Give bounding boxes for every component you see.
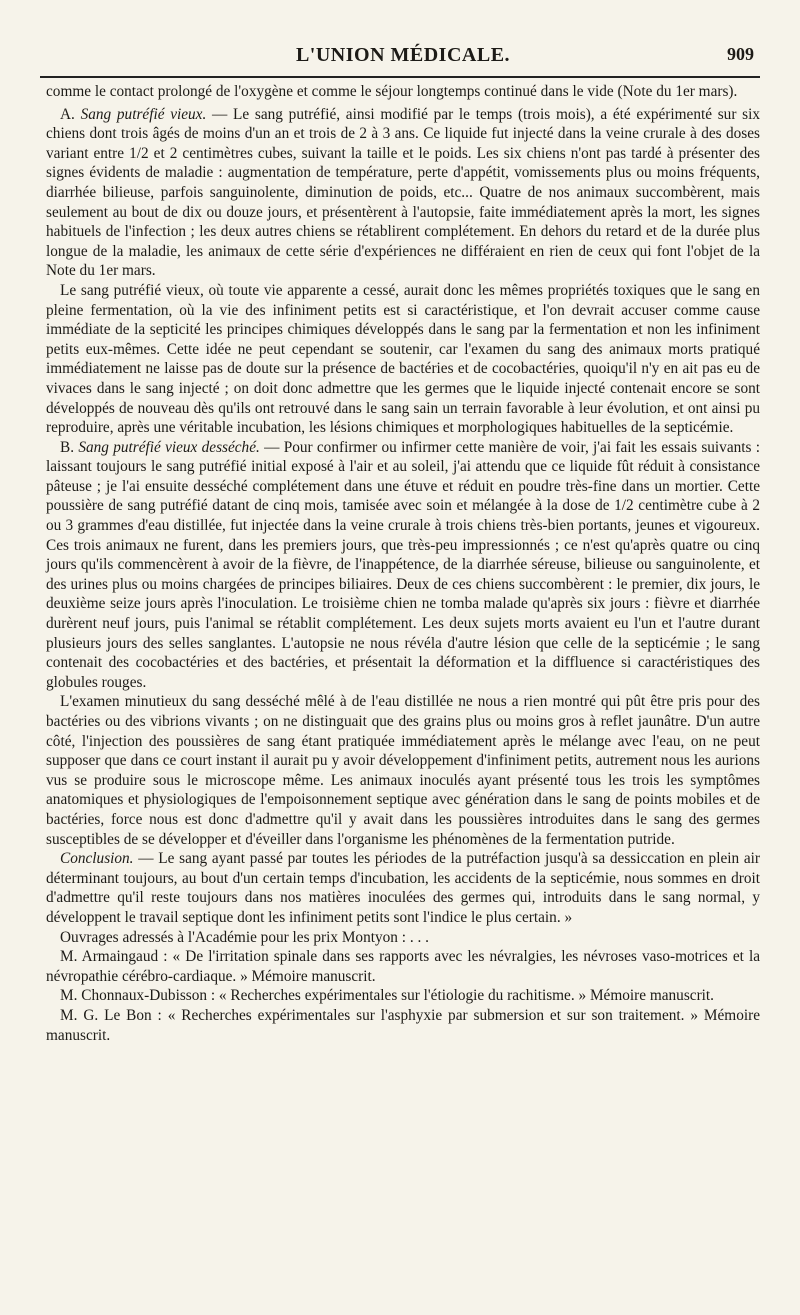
paragraph-section-a [46, 105, 760, 281]
section-a-title: Sang putréfié vieux. [80, 105, 207, 123]
paragraph-work-lebon: M. G. Le Bon : « Recherches expérimentales sur l'asphyxie par submersion et sur son traitement. » Mémoire manuscrit. [46, 1006, 760, 1044]
paragraph-section-b [46, 438, 760, 693]
paragraph-examination: L'examen minutieux du sang desséché mêlé à de l'eau distillée ne nous a rien montré qui pût être pris pour des bactéries ou des vibrions vivants ; on ne distinguait que des grains plus ou moins gros à reflet jaunâtre. D'un autre côté, l'injection des poussières de sang étant pratiquée immédiatement après le mélange avec l'eau, on ne peut supposer que dans ce court instant il aurait pu y avoir développement d'infiniment petits, autrement nous les aurions vus se produire sous le microscope même. Les animaux inoculés ayant présenté tous les trois les symptômes anatomiques et physiologiques de l'empoisonnement septique avec génération dans le sang de points mobiles et de bactéries, force nous est donc d'admettre qu'il y avait dans les poussières introduites dans le sang des germes susceptibles de se développer et d'éveiller dans l'organisme les phénomènes de la fermentation putride. [46, 693, 760, 848]
page-header [46, 0, 760, 74]
paragraph-conclusion [46, 849, 760, 927]
paragraph-work-armaingaud: M. Armaingaud : « De l'irritation spinale dans ses rapports avec les névralgies, les névroses vaso-motrices et la névropathie cérébro-cardiaque. » Mémoire manuscrit. [46, 948, 760, 985]
section-b-title: Sang putréfié vieux desséché. [78, 438, 260, 456]
paragraph-analysis: Le sang putréfié vieux, où toute vie apparente a cessé, aurait donc les mêmes propriétés toxiques que le sang en pleine fermentation, où la vie des infiniment petits est si caractéristique, et l'on devrait accuser comme cause immédiate de la septicité les principes chimiques développés dans le sang par la fermentation et non les infiniment petits eux-mêmes. Cette idée ne peut cependant se soutenir, car l'examen du sang des animaux morts pratiqué immédiatement ne laisse pas de doute sur la présence de bactéries et de cocobactéries, quoiqu'il n'y en ait pas eu de vivaces dans le sang injecté ; on doit donc admettre que les germes que le liquide injecté contenait encore se sont développés de nouveau dès qu'ils ont retrouvé dans le sang sain un terrain favorable à leur évolution, et ont ainsi pu reproduire, après une véritable incubation, les lésions chimiques et morphologiques habituelles de la septicémie. [46, 281, 760, 437]
section-b-label: B. [60, 438, 79, 456]
running-title: L'UNION MÉDICALE. [295, 44, 511, 66]
section-a-text: — Le sang putréfié, ainsi modifié par le temps (trois mois), a été expérimenté sur six chiens dont trois âgés de moins d'un an et trois de 2 à 3 ans. Ce liquide fut injecté dans la veine crurale à des doses variant entre 1/2 et 2 centimètres cubes, suivant la taille et le poids. Les six chiens n'ont pas tardé à présenter des signes évidents de maladie : augmentation de température, perte d'appétit, vomissements plus ou moins fréquents, diarrhée bilieuse, parfois sanguinolente, diminution de poids, etc... Quatre de nos animaux succombèrent, mais seulement au bout de dix ou douze jours, et présentèrent à l'autopsie, faite immédiatement après la mort, les signes habituels de l'infection ; les deux autres chiens se rétablirent complétement. En dehors du retard et de la durée plus longue de la maladie, les animaux de cette série d'expériences ne différaient en rien de ceux qui font l'objet de la Note du 1er mars. [46, 105, 760, 280]
header-rule [40, 76, 760, 78]
article-body [46, 82, 760, 1045]
section-a-label: A. [60, 105, 81, 123]
paragraph-works-heading: Ouvrages adressés à l'Académie pour les prix Montyon : . . . [60, 928, 429, 946]
paragraph-work-chonnaux: M. Chonnaux-Dubisson : « Recherches expérimentales sur l'étiologie du rachitisme. » Mémoire manuscrit. [60, 987, 714, 1005]
paragraph-continuation: comme le contact prolongé de l'oxygène et comme le séjour longtemps continué dans le vide (Note du 1er mars). [46, 83, 738, 100]
page-number: 909 [727, 44, 754, 64]
section-b-text: — Pour confirmer ou infirmer cette manière de voir, j'ai fait les essais suivants : laissant toujours le sang putréfié initial exposé à l'air et au soleil, j'ai attendu que ce liquide fût réduit à consistance pâteuse ; je l'ai ensuite desséché complétement dans une étuve et réduit en poudre très-fine dans un mortier. Cette poussière de sang putréfié datant de cinq mois, tamisée avec soin et mélangée à la dose de 1/2 centimètre cube à 2 ou 3 grammes d'eau distillée, fut injectée dans la veine crurale à trois chiens très-bien portants, jeunes et vigoureux. Ces trois animaux ne furent, dans les premiers jours, que très-peu impressionnés ; ce n'est qu'après quatre ou cinq jours qu'ils commencèrent à avoir de la fièvre, de l'inappétence, de la diarrhée séreuse, bilieuse ou sanguinolente, et des urines plus ou moins chargées de principes biliaires. Deux de ces chiens succombèrent : le premier, dix jours, le deuxième seize jours après l'inoculation. Le troisième chien ne tomba malade qu'après six jours : fièvre et diarrhée durèrent neuf jours, puis l'animal se rétablit complétement. Les deux sujets morts avaient eu l'un et l'autre durant plusieurs jours des selles sanglantes. L'autopsie ne nous révéla d'autre lésion que celle de la septicémie ; le sang contenait des cocobactéries et des bactéries, et présentait la déformation et la diffluence si caractéristiques des globules rouges. [46, 438, 760, 691]
conclusion-text: — Le sang ayant passé par toutes les périodes de la putréfaction jusqu'à sa dessiccation en plein air déterminant toujours, au bout d'un certain temps d'incubation, les accidents de la septicémie, nous sommes en droit d'admettre qu'il reste toujours dans nos matières inoculées des germes qui, introduits dans le sang normal, y développent le travail septique dont les infiniment petits sont l'indice le plus certain. » [46, 850, 760, 926]
conclusion-title: Conclusion. [60, 850, 134, 868]
